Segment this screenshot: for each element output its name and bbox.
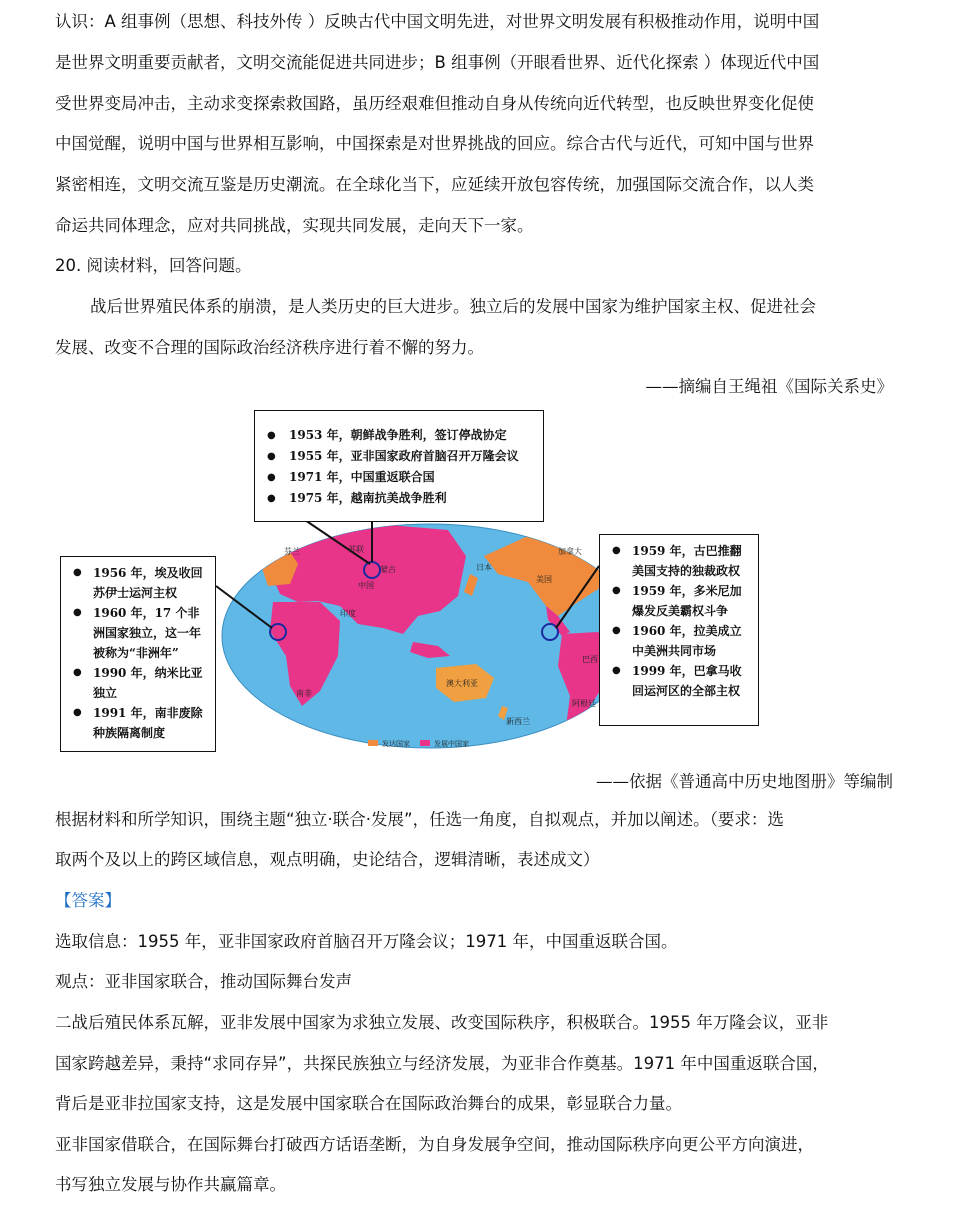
answer-line: 书写独立发展与协作共赢篇章。: [55, 1175, 286, 1194]
map-label: 蒙古: [380, 565, 396, 574]
question-heading: 20. 阅读材料，回答问题。: [55, 256, 252, 275]
answer-line: 二战后殖民体系瓦解，亚非发展中国家为求独立发展、改变国际秩序，积极联合。1955 年万隆会议，亚非: [55, 1013, 829, 1032]
callout-item: ● 1990 年，纳米比亚独立: [69, 663, 207, 703]
material-line: 发展、改变不合理的国际政治经济秩序进行着不懈的努力。: [55, 338, 484, 357]
callout-item: ● 1956 年，埃及收回苏伊士运河主权: [69, 563, 207, 603]
intro-line: 紧密相连，文明交流互鉴是历史潮流。在全球化当下，应延续开放包容传统，加强国际交流合作，以人类: [55, 175, 814, 194]
callout-item: ● 1960 年，拉美成立中美洲共同市场: [608, 621, 750, 661]
instruction-line: 根据材料和所学知识，围绕主题“独立·联合·发展”，任选一角度，自拟观点，并加以阐述。（要求：选: [55, 810, 784, 829]
callout-item: ● 1959 年，多米尼加爆发反美霸权斗争: [608, 581, 750, 621]
callout-item: ● 1991 年，南非废除种族隔离制度: [69, 703, 207, 743]
intro-line: 命运共同体理念，应对共同挑战，实现共同发展，走向天下一家。: [55, 216, 534, 235]
intro-line: 认识：A 组事例（思想、科技外传 ）反映古代中国文明先进，对世界文明发展有积极推动作用，说明中国: [55, 12, 820, 31]
callout-item: ● 1955 年，亚非国家政府首脑召开万隆会议: [263, 446, 535, 467]
map-label: 芬兰: [284, 547, 300, 556]
map-label: 巴西: [582, 655, 598, 664]
decolonization-map-figure: [58, 406, 763, 754]
intro-line: 中国觉醒，说明中国与世界相互影响，中国探索是对世界挑战的回应。综合古代与近代，可知中国与世界: [55, 134, 814, 153]
answer-line: 背后是亚非拉国家支持，这是发展中国家联合在国际政治舞台的成果，彰显联合力量。: [55, 1094, 682, 1113]
map-label: 苏联: [348, 545, 364, 554]
callout-item: ● 1960 年，17 个非洲国家独立，这一年被称为“非洲年”: [69, 603, 207, 663]
intro-line: 是世界文明重要贡献者，文明交流能促进共同进步；B 组事例（开眼看世界、近代化探索 ）体现近代中国: [55, 53, 820, 72]
callout-item: ● 1959 年，古巴推翻美国支持的独裁政权: [608, 541, 750, 581]
callout-item: ● 1971 年，中国重返联合国: [263, 467, 535, 488]
callout-asia: [254, 410, 544, 522]
callout-latin-america: [599, 534, 759, 726]
answer-line: 选取信息：1955 年，亚非国家政府首脑召开万隆会议；1971 年，中国重返联合国。: [55, 932, 678, 951]
map-source: ——依据《普通高中历史地图册》等编制: [596, 772, 893, 791]
answer-line: 亚非国家借联合，在国际舞台打破西方话语垄断，为自身发展争空间，推动国际秩序向更公平方向演进，: [55, 1135, 814, 1154]
callout-item: ● 1999 年，巴拿马收回运河区的全部主权: [608, 661, 750, 701]
map-label: 新西兰: [506, 717, 530, 726]
map-label: 阿根廷: [572, 699, 596, 708]
legend-label: 发达国家: [382, 740, 410, 748]
answer-line: 国家跨越差异，秉持“求同存异”，共探民族独立与经济发展，为亚非合作奠基。1971 年中国重返联合国，: [55, 1054, 829, 1073]
callout-africa: [60, 556, 216, 752]
map-label: 南非: [296, 689, 312, 698]
callout-item: ● 1975 年，越南抗美战争胜利: [263, 488, 535, 509]
map-label: 中国: [358, 581, 374, 590]
map-label: 澳大利亚: [446, 679, 478, 688]
instruction-line: 取两个及以上的跨区域信息，观点明确，史论结合，逻辑清晰，表述成文）: [55, 850, 600, 869]
legend-swatch-developing: [420, 740, 430, 746]
material-source: ——摘编自王绳祖《国际关系史》: [645, 377, 893, 396]
map-label: 日本: [476, 563, 492, 572]
callout-item: ● 1953 年，朝鲜战争胜利，签订停战协定: [263, 425, 535, 446]
material-line: 战后世界殖民体系的崩溃，是人类历史的巨大进步。独立后的发展中国家为维护国家主权、促进社会: [90, 297, 816, 316]
legend-swatch-developed: [368, 740, 378, 746]
map-label: 印度: [340, 609, 356, 618]
map-label: 美国: [536, 575, 552, 584]
intro-line: 受世界变局冲击，主动求变探索救国路，虽历经艰难但推动自身从传统向近代转型，也反映世界变化促使: [55, 94, 814, 113]
answer-line: 观点：亚非国家联合，推动国际舞台发声: [55, 972, 352, 991]
legend-label: 发展中国家: [434, 740, 469, 748]
map-label: 加拿大: [558, 547, 582, 556]
answer-label: 【答案】: [55, 891, 121, 910]
